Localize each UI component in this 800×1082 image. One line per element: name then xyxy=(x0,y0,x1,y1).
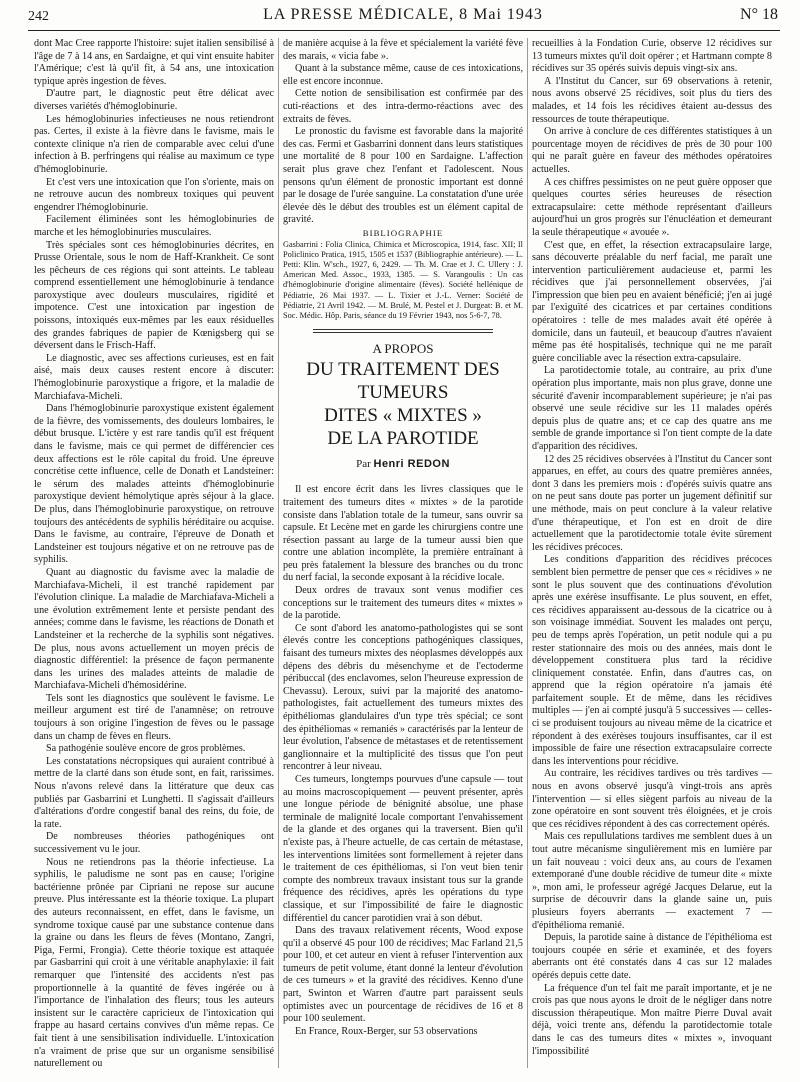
article-byline xyxy=(283,458,523,471)
paragraph: Sa pathogénie soulève encore de gros problèmes. xyxy=(46,743,246,755)
paragraph: De nombreuses théories pathogéniques ont successivement vu le jour. xyxy=(34,831,274,855)
paragraph: Ce sont d'abord les anatomo-pathologistes qui se sont élevés contre les conceptions pathogéniques classiques, faisant des tumeurs mixtes des néoplasmes développés aux dépens des débris du mésenchyme et de l'ectoderme péribuccal (des enclavomes, selon l'heureuse expression de Chevassu). Leroux, suivi par la majorité des anatomo-pathologistes, fait actuellement des tumeurs mixtes des épithéliomas glandulaires d'un type très spécial; ce sont des épithéliomas « remaniés » caractérisés par la lenteur de leur évolution, l'absence de métastases et de retentissement ganglionnaire et la multiplicité des tissus que l'on peut rencontrer à leur niveau. xyxy=(283,622,523,773)
paragraph: La parotidectomie totale, au contraire, au prix d'une opération plus importante, mais non plus grave, donne une sécurité d'avenir incomparablement supérieure; je n'ai pas observé une seule récidive sur les 11 malades opérés depuis plus de quatre ans; et ce cap des quatre ans me semble de grande importance si l'on tient compte de la date d'apparition des récidives. xyxy=(532,365,772,452)
paragraph: Mais ces repullulations tardives me semblent dues à un tout autre mécanisme singulièrement mis en lumière par un fait nouveau : voici deux ans, au cours de l'examen extemporané d'une double récidive de tumeur dite « mixte », mon ami, le professeur agrégé Jacques Delarue, eut la surprise de découvrir dans la glande saine un, puis plusieurs foyers aberrants — exactement 7 — d'épithélioma remanié. xyxy=(532,831,772,931)
paragraph: dont Mac Cree rapporte l'histoire: sujet italien sensibilisé à l'âge de 7 à 14 ans, en Sardaigne, et qui vint ensuite habiter l'Amérique; c'est là qu'il fit, à 54 ans, une intoxication typique après ingestion de fèves. xyxy=(34,38,274,87)
paragraph: En France, Roux-Berger, sur 53 observations xyxy=(295,1025,478,1037)
running-header xyxy=(28,6,778,28)
paragraph: La fréquence d'un tel fait me paraît importante, et je ne crois pas que nous ayons le droit de le négliger dans notre discussion thérapeutique. Mon maître Pierre Duval avait déjà, voici trente ans, défendu la parotidectomie totale dans le cas des tumeurs dites « mixtes », invoquant l'impossibilité xyxy=(532,982,772,1057)
paragraph: Deux ordres de travaux sont venus modifier ces conceptions sur le traitement des tumeurs dites « mixtes » de la parotide. xyxy=(283,585,523,622)
paragraph: Très spéciales sont ces hémoglobinuries décrites, en Prusse Orientale, sous le nom de Haff-Krankheit. Ce sont les pêcheurs de ces régions qui sont atteints. Le tableau comprend essentiellement une hémoglobinurie à tendance paroxystique avec douleurs musculaires, rigidité et impotence. C'est une intoxication par ingestion de poissons, intoxiqués eux-mêmes par les eaux résiduelles des grandes fabriques de papier de Kœnigsberg qui se déversent dans le Frisch-Haff. xyxy=(34,239,274,352)
journal-title: LA PRESSE MÉDICALE, 8 Mai 1943 xyxy=(263,6,543,23)
paragraph: Nous ne retiendrons pas la théorie infectieuse. La syphilis, le paludisme ne sont pas en cause; l'origine bactérienne prônée par Cipriani ne repose sur aucune preuve. Plus intéressante est la théorie toxique. La plupart des auteurs reconnaissent, en effet, dans le favisme, un syndrome toxique causé par une substance contenue dans la graine ou dans les fleurs de fèves (Montano, Zangri, Piga, Fermi, Frongia). Cette théorie toxique est attaquée par Gasbarrini qui croit à une véritable anaphylaxie: il fait remarquer que l'intensité des accidents n'est pas proportionnelle à la quantité de fèves ingérée ou à l'importance de l'inhalation des fleurs; tous les auteurs insistent sur le caractère capricieux de l'intoxication qui frappe au hasard certains convives d'un même repas. Ce fait tient à une sensibilisation individuelle. L'intoxication n'a vraiment de prise que sur un organisme sensibilisé naturellement ou xyxy=(34,856,274,1070)
paragraph: Il est encore écrit dans les livres classiques que le traitement des tumeurs dites « mixtes » de la parotide consiste dans l'ablation totale de la tumeur, sans ouvrir sa capsule. Et Lecène met en garde les chirurgiens contre une résection passant au large de la tumeur aussi bien que contre une ablation incomplète, la première entraînant à peu près fatalement la blessure des branches ou du tronc du nerf facial, la seconde exposant à la récidive locale. xyxy=(283,484,523,584)
issue-number: N° 18 xyxy=(740,6,778,23)
page-number: 242 xyxy=(28,9,49,24)
paragraph: A ces chiffres pessimistes on ne peut guère opposer que quelques courtes séries heureuses de résection extracapsulaire: cette méthode représentant d'ailleurs aujourd'hui un gros progrès sur l'énucléation et demeurant la seule thérapeutique « avouée ». xyxy=(532,176,772,238)
paragraph: C'est que, en effet, la résection extracapsulaire large, sans découverte préalable du nerf facial, me paraît une intervention particulièrement audacieuse et, parmi les récidives que j'ai personnellement observées, j'ai l'impression que bien peu en avaient bénéficié; j'en ai jugé par l'exiguïté des cicatrices et par certaines conditions opératoires : telle de mes malades avait été opérée à domicile, dans un fauteuil, et beaucoup d'autres n'avaient même pas été hospitalisés, technique qui ne me paraît guère conciliable avec la résection extra-capsulaire. xyxy=(532,239,772,364)
paragraph: Tels sont les diagnostics que soulèvent le favisme. Le meilleur argument est tiré de l'anamnèse; on retrouve toujours à son origine l'ingestion de fèves ou le passage dans un champ de fèves en fleurs. xyxy=(34,692,274,742)
article-title-line: DE LA PAROTIDE xyxy=(327,427,479,449)
paragraph: Les constatations nécropsiques qui auraient contribué à mettre de la clarté dans son étude sont, en fait, rarissimes. Nous n'avons relevé dans la littérature que deux cas publiés par Gasbarrini et Lunghetti. Il s'agissait d'ailleurs d'altérations d'ordre congestif banal des reins, du foie, de la rate. xyxy=(34,755,274,830)
paragraph: Dans l'hémoglobinurie paroxystique existent également de la fièvre, des vomissements, des douleurs lombaires, le début brusque. L'ictère y est rare tandis qu'il est fréquent dans le favisme, mais ce qui permet de différencier ces deux affections est le rôle capital du froid. Une épreuve concrétise cette influence, celle de Donath et Landsteiner: le sérum des malades atteints d'hémoglobinurie paroxystique devient hémolytique après séjour à la glace. De plus, dans l'hémoglobinurie paroxystique, on retrouve toujours des antécédents de syphilis héréditaire ou acquise. Dans le favisme, au contraire, l'épreuve de Donath et Landsteiner est toujours négative et on ne retrouve pas de syphilis. xyxy=(34,403,274,566)
paragraph: Depuis, la parotide saine à distance de l'épithélioma est toujours coupée en série et examinée, et des foyers aberrants ont été constatés dans 4 cas sur 12 malades opérés depuis cette date. xyxy=(532,932,772,981)
paragraph: recueillies à la Fondation Curie, observe 12 récidives sur 13 tumeurs mixtes qu'il doit opérer ; et Hartmann compte 8 récidives sur 35 opérés suivis depuis vingt-six ans. xyxy=(532,38,772,75)
author-name: Henri REDON xyxy=(373,457,450,470)
article-title-line: DITES « MIXTES » xyxy=(324,404,482,426)
column-divider xyxy=(278,38,279,1068)
paragraph: Ces tumeurs, longtemps pourvues d'une capsule — tout au moins macroscopiquement — peuvent présenter, après une longue période de bénignité absolue, une phase terminale de malignité locale comportant l'envahissement de la glande et des organes qui la traversent. Bien qu'il n'existe pas, à l'heure actuelle, de cas certain de métastase, les interventions limitées sont formellement à rejeter dans le traitement de ces épithéliomas, si l'on veut bien tenir compte des nombreux travaux insistant tous sur la grande fréquence des récidives, après les opérations du type classique, et sur l'impossibilité de faire le diagnostic différentiel du cancer parotidien vrai à son début. xyxy=(283,773,523,924)
paragraph: Quant au diagnostic du favisme avec la maladie de Marchiafava-Micheli, il est tranché rapidement par l'évolution clinique. La maladie de Marchiafava-Micheli a une évolution extrêmement lente et persiste pendant des années; comme dans le favisme, les réactions de Donath et Landsteiner et la recherche de la syphilis sont négatives. De plus, nous avons actuellement un moyen précis de diagnostic différentiel: la présence de façon permanente dans les urines des malades atteints de maladie de Marchiafava-Micheli d'hémosidérine. xyxy=(34,566,274,692)
column-middle xyxy=(283,38,523,1038)
paragraph: Le pronostic du favisme est favorable dans la majorité des cas. Fermi et Gasbarrini donnent dans leurs statistiques une mortalité de 8 pour 100 en Sardaigne. L'affection serait plus grave chez l'enfant et l'adolescent. Nous pensons qu'un élément de pronostic important est donné par le dosage de l'urée sanguine. La constatation d'une urée élevée dès le début des troubles est un élément capital de gravité. xyxy=(283,126,523,226)
paragraph: Cette notion de sensibilisation est confirmée par des cuti-réactions et des intra-dermo-réactions avec des extraits de fèves. xyxy=(283,88,523,125)
paragraph: Et c'est vers une intoxication que l'on s'oriente, mais on ne retrouve aucun des nombreux toxiques qui peuvent engendrer l'hémoglobinurie. xyxy=(34,176,274,213)
paragraph: On arrive à conclure de ces différentes statistiques à un pourcentage moyen de récidives de près de 30 pour 100 qui ne paraît guère en faveur des méthodes opératoires actuelles. xyxy=(532,126,772,175)
paragraph: D'autre part, le diagnostic peut être délicat avec diverses variétés d'hémoglobinurie. xyxy=(34,88,274,112)
header-rule xyxy=(28,30,780,31)
article-title-line: DU TRAITEMENT DES TUMEURS xyxy=(306,358,500,403)
article-separator xyxy=(313,329,493,333)
paragraph: Au contraire, les récidives tardives ou très tardives — nous en avons observé jusqu'à vingt-trois ans après l'intervention — si elles siègent parfois au niveau de la zone opératoire en sont souvent très éloignées, et je crois que ces récidives répondent à des cas correctement opérés. xyxy=(532,768,772,830)
bibliography-text: Gasbarrini : Folia Clinica, Chimica et Microscopica, 1914, fasc. XII; Il Policlinico Pratica, 1915, 1505 et 1537 (Bibliographie antérieure). — L. Petti: Klin. W'sch., 1927, 6, 2429. — Th. M. Crae et J. C. Ullery : J. American Med. Assoc., 1933, 1385. — S. Varangoulis : Un cas d'hémoglobinurie d'origine alimentaire (fèves). Société hellénique de Pédiatrie, 26 Mai 1937. — L. Tixier et J.-L. Verner: Société de Pédiatrie, 21 Avril 1942. — M. Brulé, M. Pestel et J. Durgeat: B. et M. Soc. Médic. Hôp. Paris, séance du 19 Février 1943, nos 5-6-7, 78. xyxy=(283,239,523,320)
paragraph: Dans des travaux relativement récents, Wood expose qu'il a observé 45 pour 100 de récidives; Mac Farland 21,5 pour 100, et cet auteur en vient à refuser l'intervention aux tumeurs de petit volume, étant donné la lenteur d'évolution de ces tumeurs » et la gravité des récidives. Kenno d'une part, Swinton et Warren d'autre part paraissent seuls optimistes avec un pourcentage de récidives de 16 et 8 pour 100 seulement. xyxy=(283,925,523,1025)
paragraph: 12 des 25 récidives observées à l'Institut du Cancer sont apparues, en effet, au cours des quatre premières années, dont 3 dans les premiers mois : d'opérés suivis quatre ans on ne peut sans doute pas porter un jugement définitif sur une méthode, mais on peut conclure à la valeur relative d'une thérapeutique, et l'on est en droit de dire actuellement que la parotidectomie totale évite sûrement les récidives précoces. xyxy=(532,453,772,553)
byline-prefix: Par xyxy=(356,457,371,470)
paragraph: Les conditions d'apparition des récidives précoces semblent bien permettre de penser que ces « récidives » ne sont le plus souvent que des continuations d'évolution après une exérèse insuffisante. Le plus souvent, en effet, ces récidives apparaissent au-dessous de la cicatrice ou à son voisinage immédiat. Souvent les malades ont perçu, peu de temps après l'opération, un petit nodule qui a pu rester stationnaire des mois ou des années, mais dont le développement constituera plus tard la récidive cliniquement constatée. Enfin, dans d'autres cas, on apprend que la région opératoire n'a jamais été parfaitement souple. Et de même, dans les récidives multiples — j'en ai compté jusqu'à 5 successives — celles-ci se produisent toujours au niveau même de la cicatrice et répondent à des exérèses toujours insuffisantes, car il est impossible de faire une résection extracapsulaire correcte dans les interventions pour récidive. xyxy=(532,554,772,767)
paragraph: A l'Institut du Cancer, sur 69 observations à retenir, nous avons observé 25 récidives, soit plus du tiers des malades, et 14 fois les récidives étaient au-dessus des ressources de toute thérapeutique. xyxy=(532,75,772,125)
column-right xyxy=(532,38,772,1058)
bibliography-heading: BIBLIOGRAPHIE xyxy=(362,227,444,238)
paragraph: Les hémoglobinuries infectieuses ne nous retiendront pas. Certes, il existe à la fièvre dans le favisme, mais le contexte clinique n'a rien de comparable avec celui d'une infection à B. perfringens qui réalise au maximum ce type d'hémoglobinurie. xyxy=(34,113,274,175)
column-divider xyxy=(527,38,528,1068)
paragraph: Quant à la substance même, cause de ces intoxications, elle est encore inconnue. xyxy=(283,63,523,87)
paragraph: Facilement éliminées sont les hémoglobinuries de marche et les hémoglobinuries musculaires. xyxy=(34,214,274,238)
column-left xyxy=(34,38,274,1071)
article-kicker: A PROPOS xyxy=(372,341,434,357)
paragraph: de manière acquise à la fève et spécialement la variété fève des marais, « vicia fabe ». xyxy=(283,38,523,62)
paragraph: Le diagnostic, avec ses affections curieuses, est en fait aisé, mais deux causes restent encore à discuter: l'hémoglobinurie paroxystique a frigore, et la maladie de Marchiafava-Micheli. xyxy=(34,352,274,402)
